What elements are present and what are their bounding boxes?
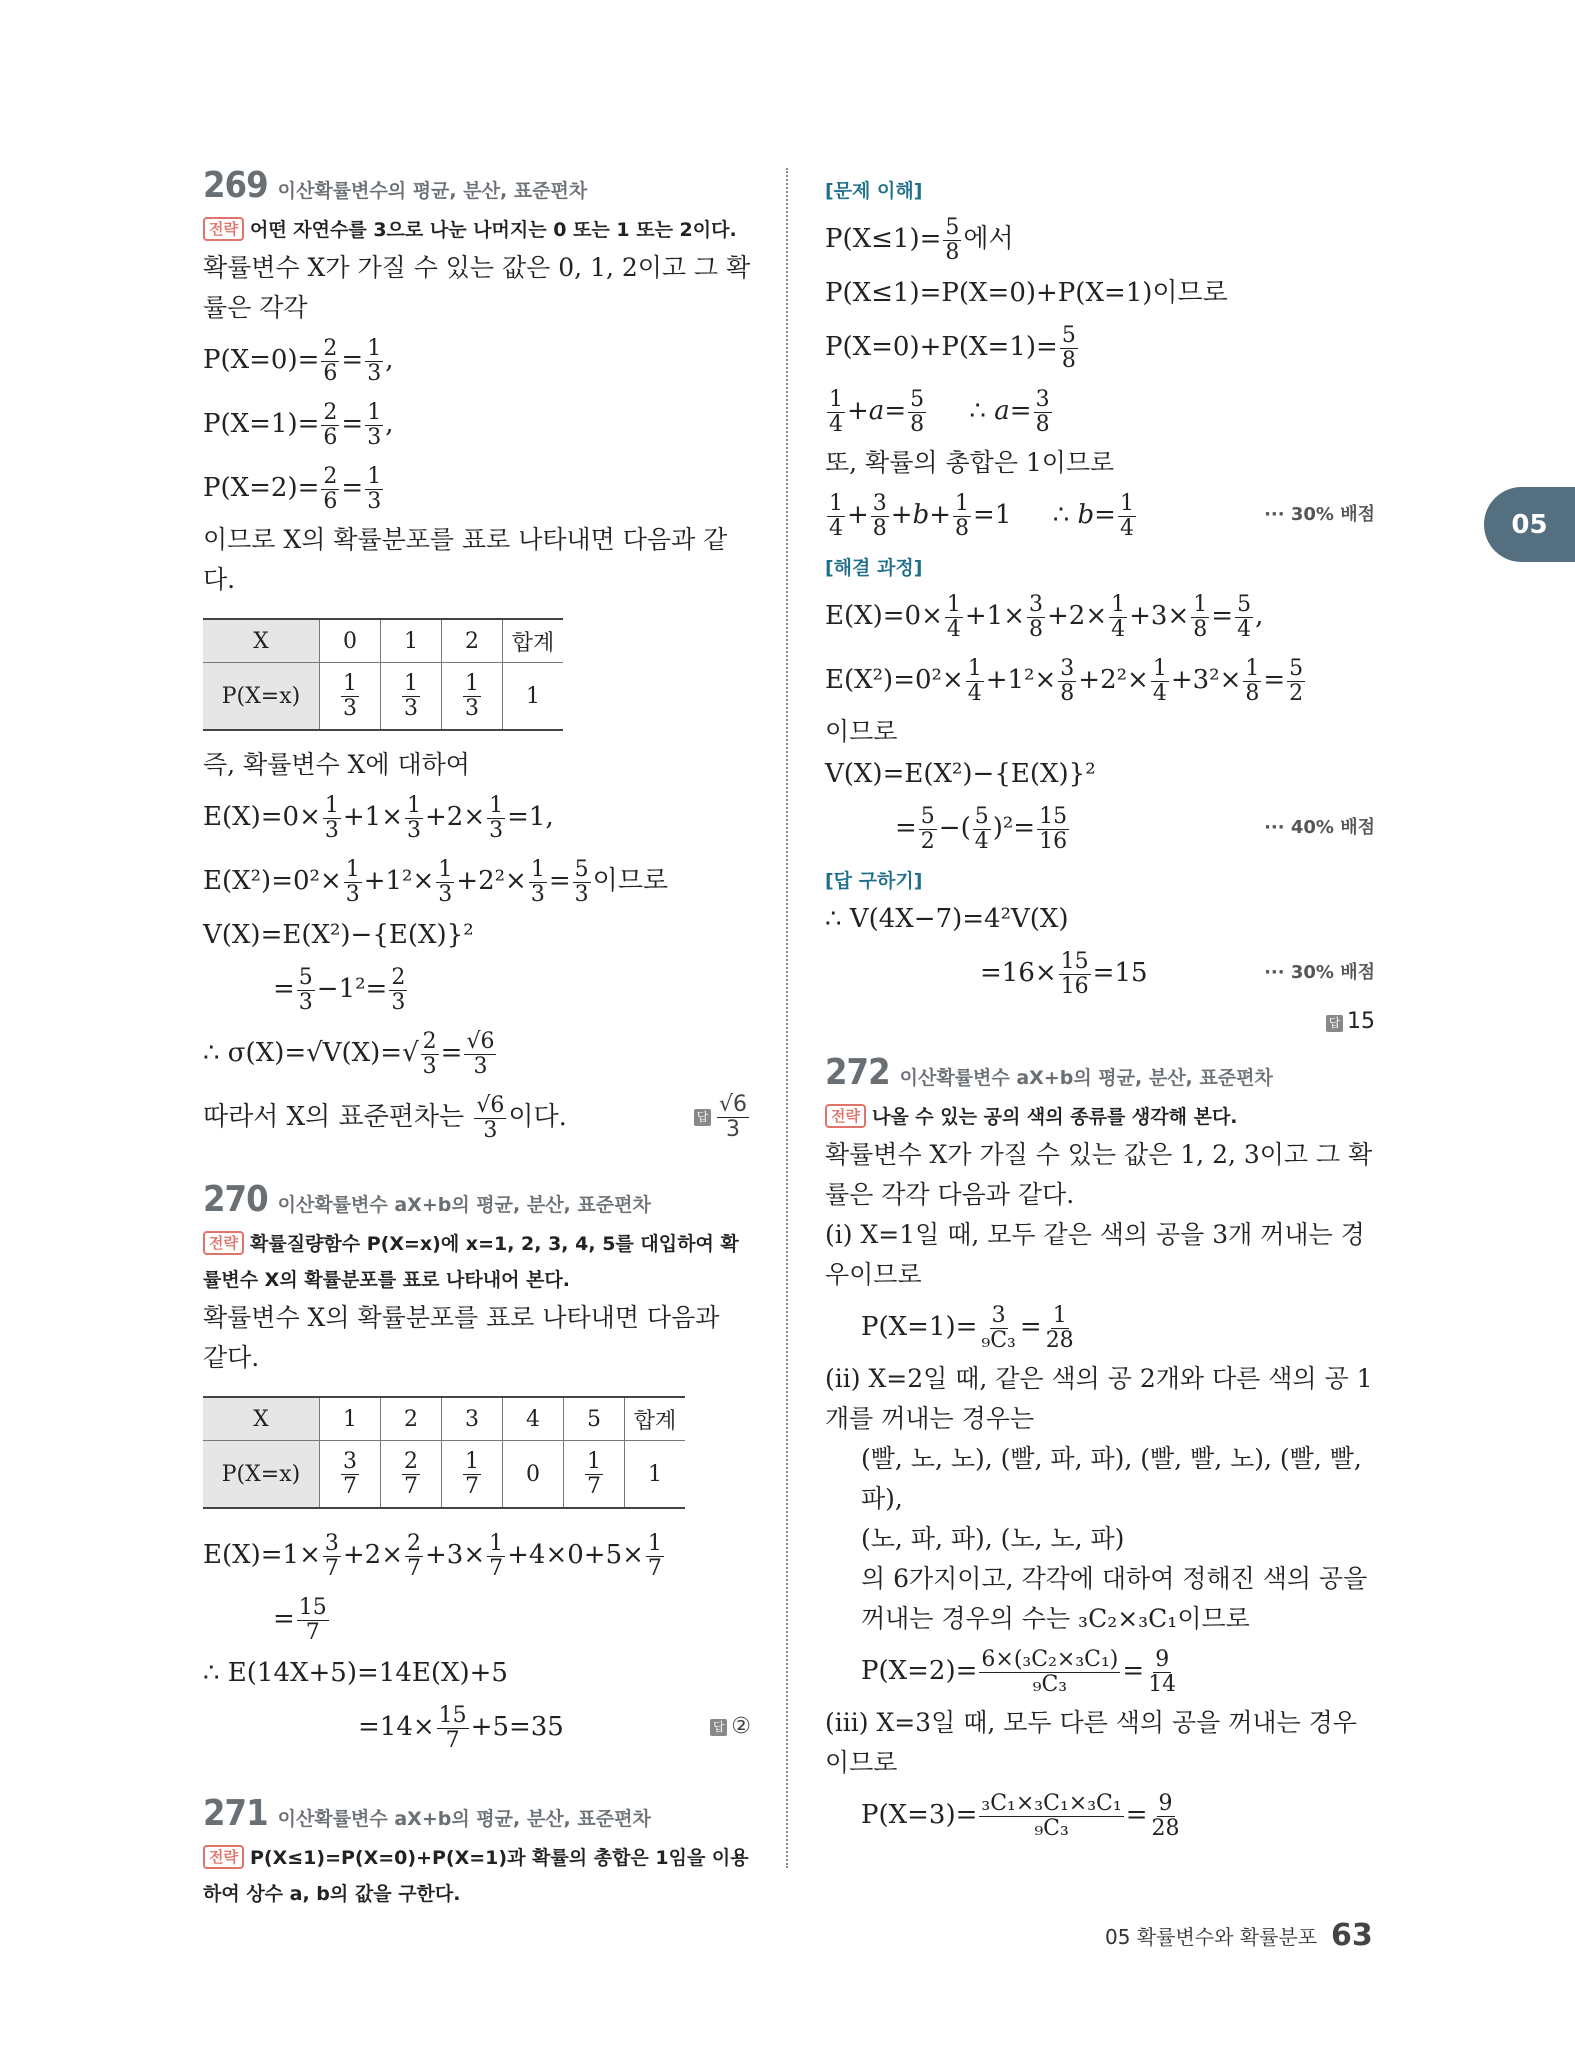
answer-icon: 답 (1326, 1015, 1343, 1032)
equation: ∴ V(4X−7)=4²V(X) (825, 904, 1069, 934)
equation: = $\frac{5}{2}$ −( $\frac{5}{4}$ )²= $\frac{15}{16}$ ··· 40% 배점 (825, 796, 1375, 860)
equation: =14× $\frac{15}{7}$ +5=35 답 ② (203, 1695, 751, 1759)
intro-text: 확률변수 X가 가질 수 있는 값은 1, 2, 3이고 그 확률은 각각 다음과 같다. (825, 1140, 1373, 1209)
score-note: ··· 40% 배점 (1264, 817, 1375, 838)
equation: = $\frac{5}{3}$ −1²= $\frac{2}{3}$ (273, 964, 406, 1015)
equation: E(X²)=0²× $\frac{1}{4}$ +1²× $\frac{3}{8}$ +2²× $\frac{1}{4}$ +3²× $\frac{1}{8}$ = $\frac{5}{2}$ (825, 655, 1304, 706)
strategy-tag: 전략 (203, 1231, 244, 1255)
problem-topic: 이산확률변수 aX+b의 평균, 분산, 표준편차 (277, 1808, 651, 1830)
equation: P(X=2)= $\frac{2}{6}$ = $\frac{1}{3}$ (203, 463, 382, 514)
footer-chapter: 05 확률변수와 확률분포 (1105, 1925, 1318, 1949)
equation: P(X≤1)=P(X=0)+P(X=1)이므로 (825, 278, 1228, 308)
problem-269 (203, 165, 751, 1149)
equation: $\frac{1}{4}$ + $\frac{3}{8}$ +b+ $\frac{1}{8}$ =1 ∴ b= $\frac{1}{4}$ ··· 30% 배점 (825, 483, 1375, 547)
score-note: ··· 30% 배점 (1264, 504, 1375, 525)
strategy-tag: 전략 (203, 217, 244, 241)
problem-topic: 이산확률변수 aX+b의 평균, 분산, 표준편차 (277, 1194, 651, 1216)
equation: P(X=0)= $\frac{2}{6}$ = $\frac{1}{3}$ , (203, 335, 394, 386)
problem-topic: 이산확률변수 aX+b의 평균, 분산, 표준편차 (899, 1067, 1273, 1089)
equation: E(X)=0× $\frac{1}{3}$ +1× $\frac{1}{3}$ +2× $\frac{1}{3}$ =1, (203, 792, 554, 843)
body-text: 즉, 확률변수 X에 대하여 (203, 750, 470, 779)
intro-text: 확률변수 X가 가질 수 있는 값은 0, 1, 2이고 그 확률은 각각 (203, 253, 751, 322)
equation: V(X)=E(X²)−{E(X)}² (203, 920, 474, 950)
score-note: ··· 30% 배점 (1264, 962, 1375, 983)
equation: P(X=1)= $\frac{3}{\text{₉C₃}}$ = $\frac{1}{28}$ (861, 1302, 1074, 1353)
problem-number: 269 (203, 165, 268, 206)
column-divider (786, 168, 788, 1868)
equation: P(X=3)= $\frac{\text{₃C₁×₃C₁×₃C₁}}{\text{₉C₃}}$ = $\frac{9}{28}$ (861, 1790, 1180, 1841)
section-tag: [해결 과정] (825, 557, 923, 579)
equation: = $\frac{15}{7}$ (273, 1594, 327, 1645)
section-tag: [문제 이해] (825, 180, 923, 202)
case-2-list: (빨, 노, 노), (빨, 파, 파), (빨, 빨, 노), (빨, 빨, 파), (861, 1444, 1362, 1513)
strategy-text: 확률질량함수 P(X=x)에 x=1, 2, 3, 4, 5를 대입하여 확률변수 X의 확률분포를 표로 나타내어 본다. (203, 1233, 739, 1291)
chapter-tab: 05 (1484, 487, 1575, 562)
strategy-tag: 전략 (203, 1845, 244, 1869)
equation: E(X)=1× $\frac{3}{7}$ +2× $\frac{2}{7}$ +3× $\frac{1}{7}$ +4×0+5× $\frac{1}{7}$ (203, 1530, 662, 1581)
problem-number: 272 (825, 1052, 890, 1093)
body-text: 이므로 (825, 717, 898, 746)
strategy-text: 어떤 자연수를 3으로 나눈 나머지는 0 또는 1 또는 2이다. (249, 219, 737, 241)
problem-271-solution (825, 176, 1375, 1034)
answer: 답 $\frac{√6}{3}$ (694, 1085, 751, 1149)
body-text: 또, 확률의 총합은 1이므로 (825, 448, 1115, 477)
equation: P(X=2)= $\frac{\text{6×(₃C₂×₃C₁)}}{\text{₉C₃}}$ = $\frac{9}{14}$ (861, 1646, 1177, 1697)
strategy-text: P(X≤1)=P(X=0)+P(X=1)과 확률의 총합은 1임을 이용하여 상수 a, b의 값을 구한다. (203, 1847, 749, 1905)
case-2: (ii) X=2일 때, 같은 색의 공 2개와 다른 색의 공 1개를 꺼내는 경우는 (825, 1364, 1373, 1433)
answer-icon: 답 (710, 1719, 727, 1736)
right-column (825, 170, 1375, 1847)
problem-270 (203, 1179, 751, 1759)
body-text: 이므로 X의 확률분포를 표로 나타내면 다음과 같다. (203, 525, 728, 594)
case-2-after: 의 6가지이고, 각각에 대하여 정해진 색의 공을 꺼내는 경우의 수는 ₃C₂×₃C₁이므로 (861, 1564, 1368, 1633)
distribution-table: X 0 1 2 합계 P(X=x) $\frac{1}{3}$ $\frac{1}{3}$ $\frac{1}{3}$ 1 (203, 618, 563, 731)
problem-topic: 이산확률변수의 평균, 분산, 표준편차 (277, 180, 588, 202)
equation: P(X≤1)= $\frac{5}{8}$ 에서 (825, 214, 1014, 265)
equation: V(X)=E(X²)−{E(X)}² (825, 759, 1096, 789)
answer: 답 ② (710, 1695, 751, 1759)
strategy-tag: 전략 (825, 1104, 866, 1128)
equation: $\frac{1}{4}$ +a= $\frac{5}{8}$ ∴ a= $\frac{3}{8}$ (829, 386, 1050, 437)
page-number: 63 (1331, 1918, 1373, 1953)
equation: E(X)=0× $\frac{1}{4}$ +1× $\frac{3}{8}$ +2× $\frac{1}{4}$ +3× $\frac{1}{8}$ = $\frac{5}{4}$ , (825, 591, 1264, 642)
case-1: (i) X=1일 때, 모두 같은 색의 공을 3개 꺼내는 경우이므로 (825, 1220, 1365, 1289)
equation: ∴ σ(X)=√V(X)=√ $\frac{2}{3}$ = $\frac{√6}{3}$ (203, 1028, 495, 1079)
distribution-table: X 1 2 3 4 5 합계 P(X=x) $\frac{3}{7}$ $\frac{2}{7}$ $\frac{1}{7}$ 0 $\frac{1}{7}$ 1 (203, 1396, 685, 1509)
answer-icon: 답 (694, 1109, 711, 1126)
equation: P(X=0)+P(X=1)= $\frac{5}{8}$ (825, 322, 1076, 373)
problem-number: 270 (203, 1179, 268, 1220)
equation: E(X²)=0²× $\frac{1}{3}$ +1²× $\frac{1}{3}$ +2²× $\frac{1}{3}$ = $\frac{5}{3}$ 이므로 (203, 856, 668, 907)
problem-number: 271 (203, 1793, 268, 1834)
case-3: (iii) X=3일 때, 모두 다른 색의 공을 꺼내는 경우이므로 (825, 1708, 1357, 1777)
problem-271 (203, 1793, 751, 1912)
strategy-text: 나올 수 있는 공의 색의 종류를 생각해 본다. (871, 1106, 1238, 1128)
equation: ∴ E(14X+5)=14E(X)+5 (203, 1658, 508, 1688)
conclusion: 따라서 X의 표준편차는 $\frac{√6}{3}$ 이다. 답 $\frac{√6}{3}$ (203, 1085, 751, 1149)
section-tag: [답 구하기] (825, 870, 923, 892)
case-2-list: (노, 파, 파), (노, 노, 파) (861, 1524, 1125, 1553)
equation: P(X=1)= $\frac{2}{6}$ = $\frac{1}{3}$ , (203, 399, 394, 450)
left-column (203, 165, 751, 1912)
equation: =16× $\frac{15}{16}$ =15 ··· 30% 배점 (825, 941, 1375, 1005)
intro-text: 확률변수 X의 확률분포를 표로 나타내면 다음과 같다. (203, 1303, 720, 1372)
answer: 답 15 (825, 1009, 1375, 1034)
page-footer (1105, 1918, 1373, 1953)
problem-272 (825, 1052, 1375, 1847)
